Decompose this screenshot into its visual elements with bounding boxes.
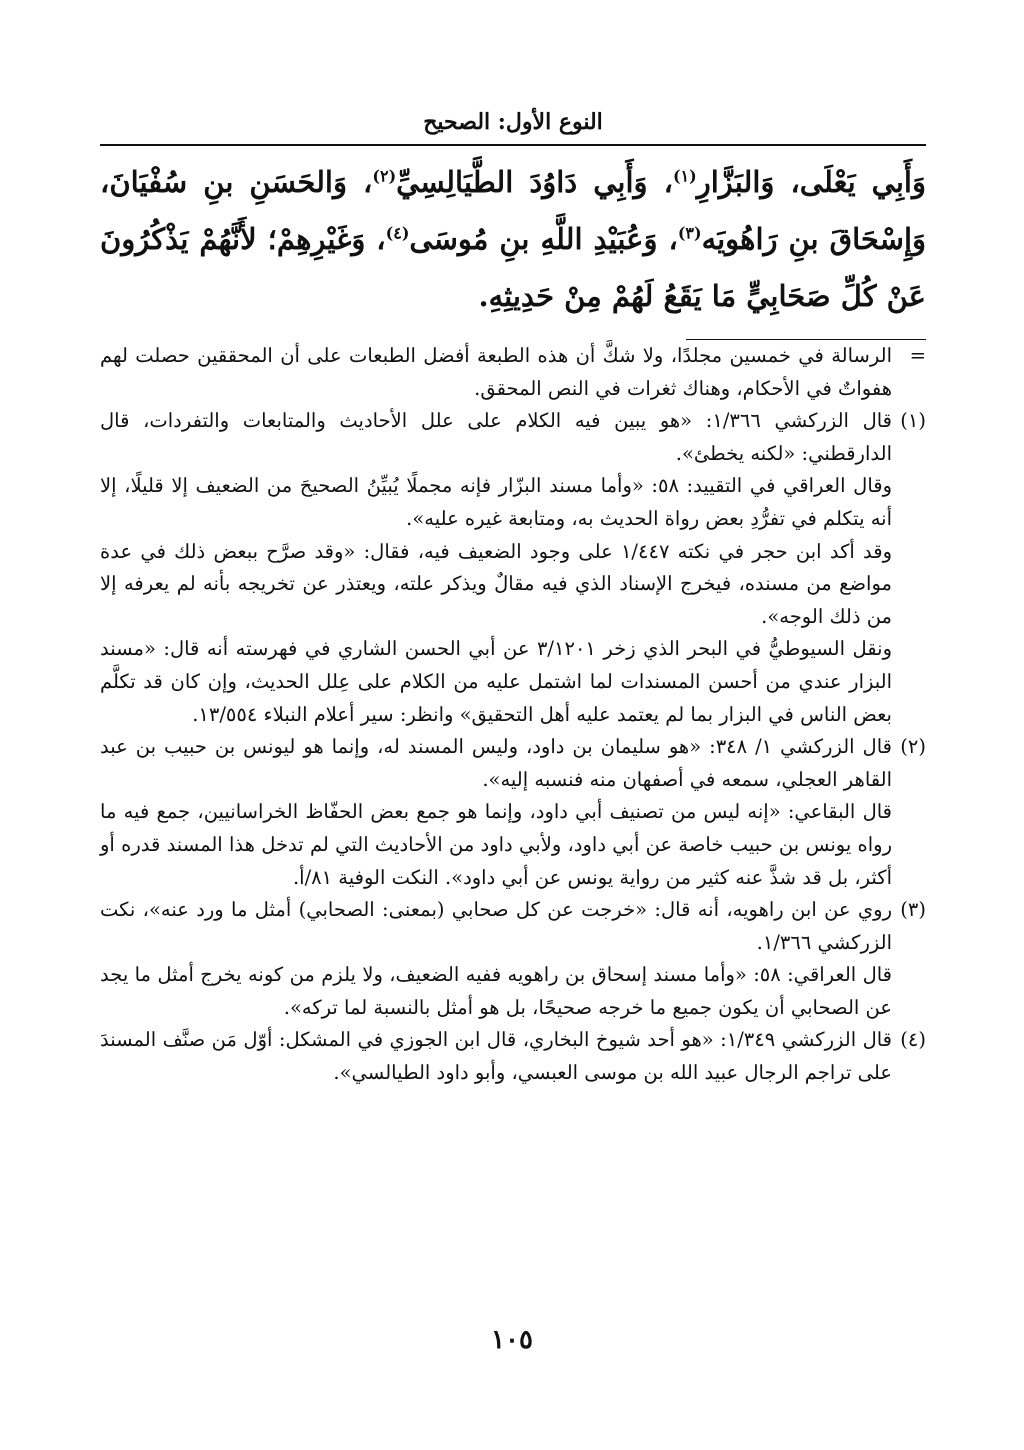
footnote-reference: (٣) xyxy=(677,223,702,243)
footnote-paragraph: قال البقاعي: «إنه ليس من تصنيف أبي داود، وإنما هو جمع بعض الحفّاظ الخراسانيين، جمع فيه ما رواه يونس بن حبيب خاصة عن أبي داود، ولأبي داود من الأحاديث التي لم تدخل هذا المسند قدره أو أكثر، بل قد شذَّ عنه كثير من رواية يونس عن أبي داود». النكت الوفية ٨١/أ. xyxy=(100,800,892,889)
footnote-body xyxy=(100,731,892,894)
running-title: النوع الأول: الصحيح xyxy=(100,104,926,146)
footnote-body xyxy=(100,894,892,1024)
main-text-segment: ، وَأَبِي دَاوُدَ الطَّيَالِسِيِّ xyxy=(396,165,673,199)
continuation-marker: = xyxy=(909,344,926,367)
footnote-paragraph: وقال العراقي في التقييد: ٥٨: «وأما مسند البزّار فإنه مجملًا يُبيِّنُ الصحيحَ من الضعيف إلا قليلًا، إلا أنه يتكلم في تفرُّدِ بعض رواة الحديث به، ومتابعة غيره عليه». xyxy=(100,474,892,530)
footnote-reference: (٢) xyxy=(372,166,397,186)
footnote-marker: (٢) xyxy=(900,735,926,759)
footnote-body xyxy=(100,340,892,405)
footnote-paragraph: قال العراقي: ٥٨: «وأما مسند إسحاق بن راهويه ففيه الضعيف، ولا يلزم من كونه يخرج أمثل ما يجد عن الصحابي أن يكون جميع ما خرجه صحيحًا، بل هو أمثل بالنسبة لما تركه». xyxy=(100,963,893,1019)
footnote-paragraph: ونقل السيوطيُّ في البحر الذي زخر ٣/١٢٠١ عن أبي الحسن الشاري في فهرسته أنه قال: «مسند البزار عندي من أحسن المسندات لما اشتمل عليه من الكلام على عِلل الحديث، وإن كان قد تكلَّم بعض الناس في البزار بما لم يعتمد عليه أهل التحقيق» وانظر: سير أعلام النبلاء ١٣/٥٥٤. xyxy=(100,637,892,726)
page-number: ١٠٥ xyxy=(491,1325,533,1355)
footnote-marker: (٣) xyxy=(900,898,926,922)
footnote-paragraph: قال الزركشي ١/ ٣٤٨: «هو سليمان بن داود، وليس المسند له، وإنما هو ليونس بن حبيب بن عبد القاهر العجلي، سمعه في أصفهان منه فنسبه إليه». xyxy=(100,735,892,791)
footnote-paragraph: وقد أكد ابن حجر في نكته ١/٤٤٧ على وجود الضعيف فيه، فقال: «وقد صرَّح ببعض ذلك في عدة مواضع من مسنده، فيخرج الإسناد الذي فيه مقالٌ ويذكر علته، ويعتذر عن تخريجه بأنه لم يعرفه إلا من ذلك الوجه». xyxy=(100,539,892,628)
footnote-4 xyxy=(100,1024,926,1089)
footnote-paragraph: روي عن ابن راهويه، أنه قال: «خرجت عن كل صحابي (بمعنى: الصحابي) أمثل ما ورد عنه»، نكت الزركشي ١/٣٦٦. xyxy=(100,898,892,954)
footnote-reference: (٤) xyxy=(385,223,410,243)
footnote-reference: (١) xyxy=(672,166,697,186)
footnote-body xyxy=(100,1024,892,1089)
main-text-segment: ، وَغَيْرِهِمْ؛ لأَنَّهُمْ يَذْكُرُونَ عَنْ كُلِّ صَحَابِيٍّ مَا يَقَعُ لَهُمْ مِنْ حَدِيثِهِ. xyxy=(100,222,926,313)
footnote-paragraph: قال الزركشي ١/٣٦٦: «هو يبين فيه الكلام على علل الأحاديث والمتابعات والتفردات، قال الدارقطني: «لكنه يخطئ». xyxy=(100,409,893,465)
main-text-segment: وَأَبِي يَعْلَى، وَالبَزَّارِ xyxy=(696,165,926,199)
footnote-marker: (٤) xyxy=(900,1028,926,1052)
footnote-body xyxy=(100,405,892,731)
footnote-continuation xyxy=(100,340,926,405)
footnote-3 xyxy=(100,894,926,1024)
footnote-2 xyxy=(100,731,926,894)
footnote-1 xyxy=(100,405,926,731)
footnote-paragraph: قال الزركشي ١/٣٤٩: «هو أحد شيوخ البخاري، قال ابن الجوزي في المشكل: أوّل مَن صنَّف المسندَ على تراجم الرجال عبيد الله بن موسى العبسي، وأبو داود الطيالسي». xyxy=(100,1028,892,1085)
main-text-segment: ، وَالحَسَنِ بنِ سُفْيَانَ، وَإِسْحَاقَ بنِ رَاهُويَه xyxy=(100,165,926,256)
footnotes xyxy=(100,340,926,1090)
main-text-segment: ، وَعُبَيْدِ اللَّهِ بنِ مُوسَى xyxy=(409,222,678,256)
footnote-paragraph: الرسالة في خمسين مجلدًا، ولا شكَّ أن هذه الطبعة أفضل الطبعات على أن المحققين حصلت لهم هفواتٌ في الأحكام، وهناك ثغرات في النص المحقق. xyxy=(100,344,892,400)
footnote-marker: (١) xyxy=(900,409,926,433)
main-text xyxy=(100,154,926,325)
